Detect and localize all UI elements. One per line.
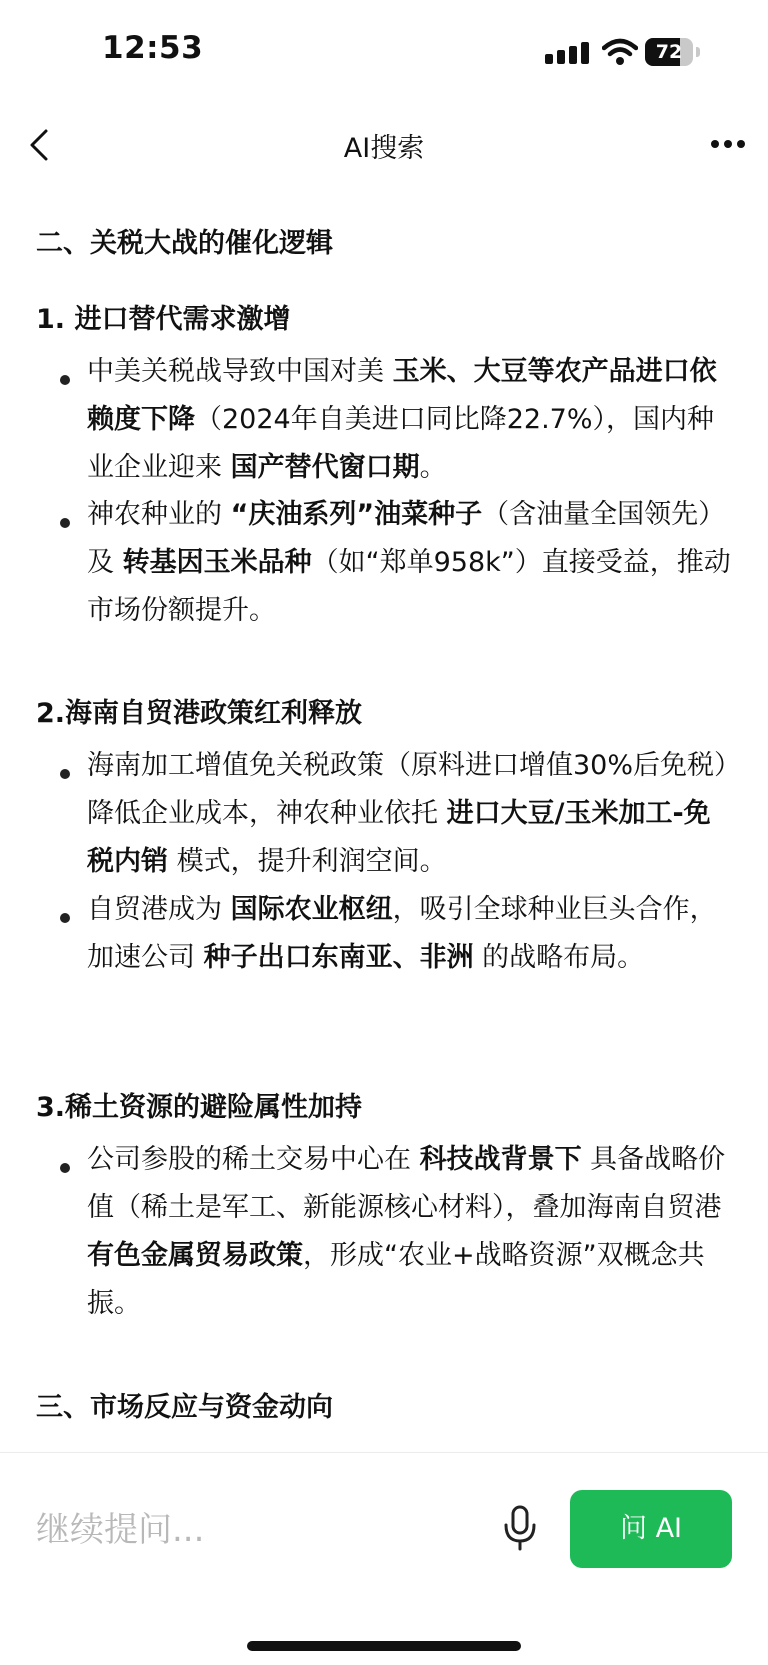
- cellular-signal-icon: [545, 42, 591, 64]
- list-item: 公司参股的稀土交易中心在 科技战背景下 具备战略价值（稀土是军工、新能源核心材料），叠加海南自贸港 有色金属贸易政策，形成“农业+战略资源”双概念共振。: [87, 1144, 726, 1319]
- follow-up-input[interactable]: 继续提问...: [36, 1510, 205, 1550]
- battery-level: 72: [655, 41, 683, 63]
- wifi-icon: [602, 38, 638, 66]
- list-item: 自贸港成为 国际农业枢纽，吸引全球种业巨头合作，加速公司 种子出口东南亚、非洲 的战略布局。: [87, 894, 717, 973]
- more-horizontal-icon[interactable]: [710, 138, 746, 150]
- section-heading: 三、市场反应与资金动向: [36, 1392, 333, 1423]
- home-indicator[interactable]: [247, 1641, 521, 1651]
- nav-bar: [0, 110, 768, 180]
- list-item: 海南加工增值免关税政策（原料进口增值30%后免税）降低企业成本，神农种业依托 进口大豆/玉米加工-免税内销 模式，提升利润空间。: [87, 750, 728, 877]
- bullet-dot: [60, 1163, 70, 1173]
- status-bar: [0, 0, 768, 100]
- list-item: 神农种业的 “庆油系列”油菜种子（含油量全国领先）及 转基因玉米品种（如“郑单958k”）直接受益，推动市场份额提升。: [87, 499, 731, 626]
- bullet-dot: [60, 375, 70, 385]
- battery-icon: [645, 38, 701, 66]
- microphone-icon[interactable]: [502, 1505, 538, 1551]
- sub-heading: 1. 进口替代需求激增: [36, 304, 291, 335]
- bullet-dot: [60, 518, 70, 528]
- sub-heading: 2.海南自贸港政策红利释放: [36, 698, 363, 729]
- divider: [0, 1452, 768, 1453]
- bullet-dot: [60, 913, 70, 923]
- bullet-dot: [60, 769, 70, 779]
- sub-heading: 3.稀土资源的避险属性加持: [36, 1092, 363, 1123]
- section-heading: 二、关税大战的催化逻辑: [36, 228, 333, 259]
- list-item: 中美关税战导致中国对美 玉米、大豆等农产品进口依赖度下降（2024年自美进口同比降22.7%），国内种业企业迎来 国产替代窗口期。: [87, 356, 717, 483]
- status-time: 12:53: [102, 30, 204, 66]
- page-title: AI搜索: [343, 133, 425, 164]
- ask-ai-button[interactable]: 问 AI: [570, 1490, 732, 1568]
